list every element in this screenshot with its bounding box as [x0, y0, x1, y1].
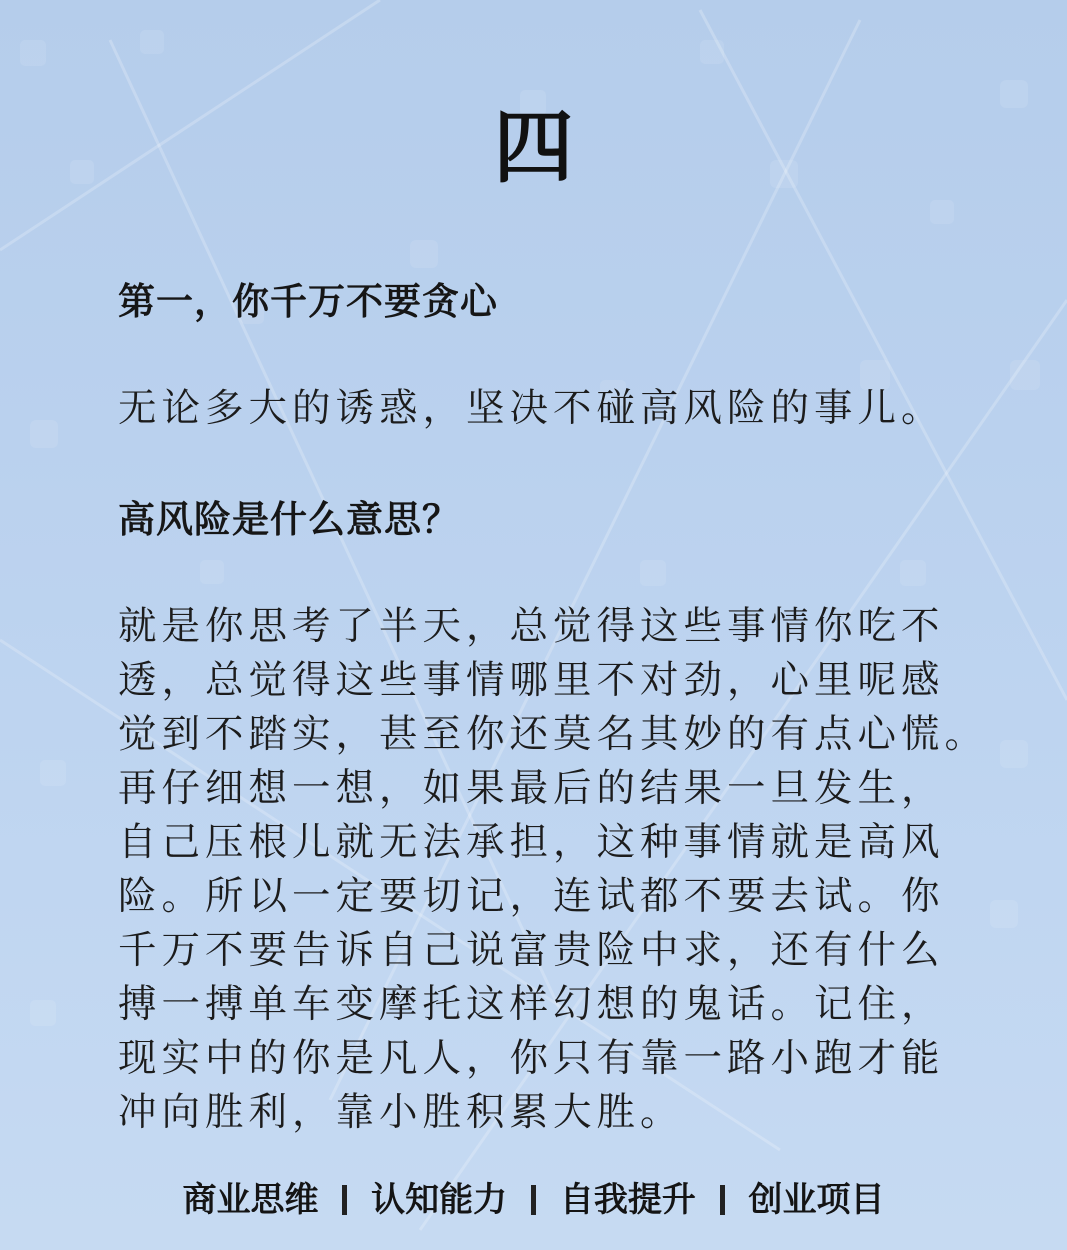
footer-tag-self-improvement: 自我提升 — [559, 1180, 696, 1220]
body-line: 再仔细想一想，如果最后的结果一旦发生， — [118, 766, 945, 811]
footer-tags — [0, 1172, 1067, 1228]
body-line: 险。所以一定要切记，连试都不要去试。你 — [118, 874, 945, 919]
body-line: 自己压根儿就无法承担，这种事情就是高风 — [118, 820, 945, 865]
footer-tag-startup-projects: 创业项目 — [748, 1180, 885, 1220]
body-line: 觉到不踏实，甚至你还莫名其妙的有点心慌。 — [118, 712, 989, 757]
intro-paragraph: 无论多大的诱惑，坚决不碰高风险的事儿。 — [118, 386, 945, 431]
footer-divider — [720, 1185, 725, 1215]
section-heading-risk-question: 高风险是什么意思？ — [118, 498, 460, 541]
body-line: 千万不要告诉自己说富贵险中求，还有什么 — [118, 928, 945, 973]
body-line: 冲向胜利，靠小胜积累大胜。 — [118, 1090, 684, 1135]
page-title: 四 — [493, 101, 574, 194]
footer-divider — [531, 1185, 536, 1215]
body-line: 搏一搏单车变摩托这样幻想的鬼话。记住， — [118, 982, 945, 1027]
footer-divider — [342, 1185, 347, 1215]
body-line: 现实中的你是凡人，你只有靠一路小跑才能 — [118, 1036, 945, 1081]
body-line: 就是你思考了半天，总觉得这些事情你吃不 — [118, 604, 945, 649]
section-heading-greed: 第一，你千万不要贪心 — [118, 280, 498, 323]
body-line: 透，总觉得这些事情哪里不对劲，心里呢感 — [118, 658, 945, 703]
body-paragraph — [118, 600, 989, 1140]
footer-tag-business-thinking: 商业思维 — [182, 1180, 319, 1220]
footer-tag-cognitive-ability: 认知能力 — [371, 1180, 508, 1220]
